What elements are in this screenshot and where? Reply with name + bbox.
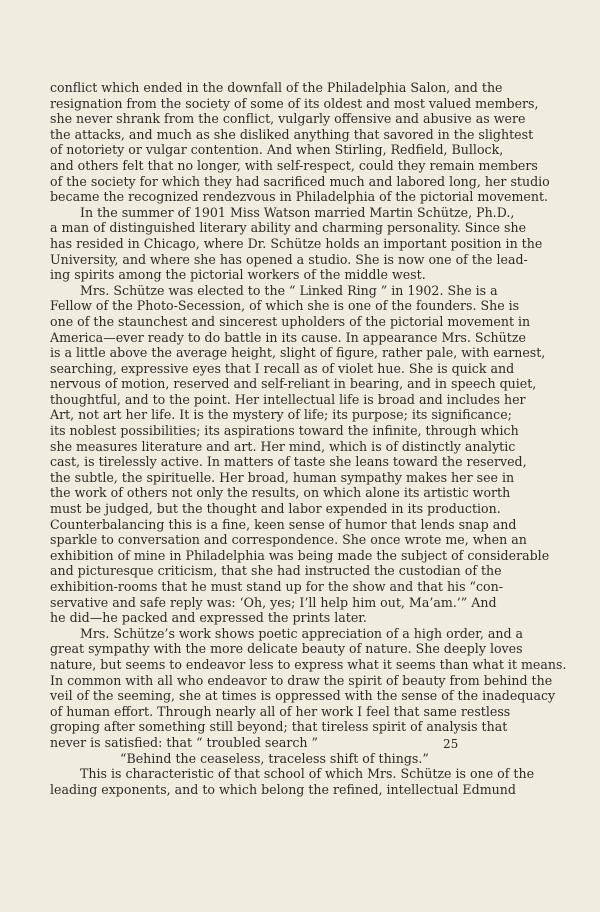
text-line: servative and safe reply was: ‘Oh, yes; I’ll help him out, Ma’am.’” And <box>50 594 497 610</box>
text-line: thoughtful, and to the point. Her intellectual life is broad and includes her <box>50 391 526 407</box>
text-line: resignation from the society of some of its oldest and most valued members, <box>50 95 539 111</box>
text-line: the subtle, the spirituelle. Her broad, human sympathy makes her see in <box>50 469 515 485</box>
text-line: ing spirits among the pictorial workers of the middle west. <box>50 267 426 283</box>
text-line: she measures literature and art. Her mind, which is of distinctly analytic <box>50 438 516 454</box>
text-line: of the society for which they had sacrificed much and labored long, her studio <box>50 173 550 189</box>
text-line: the work of others not only the results, on which alone its artistic worth <box>50 485 511 501</box>
text-line: of human effort. Through nearly all of her work I feel that same restless <box>50 703 511 719</box>
text-line: Mrs. Schütze’s work shows poetic appreciation of a high order, and a <box>80 625 524 641</box>
text-line: groping after something still beyond; that tireless spirit of analysis that <box>50 719 508 735</box>
text-line: leading exponents, and to which belong the refined, intellectual Edmund <box>50 781 516 797</box>
text-line: conflict which ended in the downfall of the Philadelphia Salon, and the <box>50 80 503 95</box>
text-line: she never shrank from the conflict, vulgarly offensive and abusive as were <box>50 111 526 127</box>
text-line: University, and where she has opened a studio. She is now one of the lead- <box>50 251 528 267</box>
text-line: never is satisfied: that “ troubled search ” <box>50 734 318 750</box>
page-number: 25 <box>443 737 459 751</box>
text-line: is a little above the average height, slight of figure, rather pale, with earnest, <box>50 345 546 361</box>
text-line: Art, not art her life. It is the mystery of life; its purpose; its significance; <box>50 407 512 423</box>
text-line: Mrs. Schütze was elected to the “ Linked Ring ” in 1902. She is a <box>80 282 498 298</box>
text-line: searching, expressive eyes that I recall as of violet hue. She is quick and <box>50 360 515 376</box>
body-text <box>50 80 567 797</box>
text-line: America—ever ready to do battle in its cause. In appearance Mrs. Schütze <box>50 329 526 345</box>
text-line: of notoriety or vulgar contention. And when Stirling, Redfield, Bullock, <box>50 142 504 158</box>
text-line: “Behind the ceaseless, traceless shift of things.” <box>120 750 429 766</box>
text-line: one of the staunchest and sincerest upholders of the pictorial movement in <box>50 313 531 329</box>
text-line: cast, is tirelessly active. In matters of taste she leans toward the reserved, <box>50 454 527 470</box>
text-line: great sympathy with the more delicate beauty of nature. She deeply loves <box>50 641 523 657</box>
text-line: the attacks, and much as she disliked anything that savored in the slightest <box>50 126 534 142</box>
text-line: In common with all who endeavor to draw the spirit of beauty from behind the <box>50 672 553 688</box>
text-line: exhibition of mine in Philadelphia was being made the subject of considerable <box>50 547 550 563</box>
text-line: Counterbalancing this is a fine, keen sense of humor that lends snap and <box>50 516 517 532</box>
text-line: and others felt that no longer, with self-respect, could they remain members <box>50 157 538 173</box>
text-line: veil of the seeming, she at times is oppressed with the sense of the inadequacy <box>50 688 556 704</box>
text-line: sparkle to conversation and correspondence. She once wrote me, when an <box>50 532 527 548</box>
text-line: must be judged, but the thought and labor expended in its production. <box>50 501 501 517</box>
text-line: he did—he packed and expressed the prints later. <box>50 610 367 626</box>
text-line: became the recognized rendezvous in Philadelphia of the pictorial movement. <box>50 189 549 205</box>
text-line: nature, but seems to endeavor less to express what it seems than what it means. <box>50 656 567 672</box>
text-line: and picturesque criticism, that she had instructed the custodian of the <box>50 563 502 579</box>
text-line: Fellow of the Photo-Secession, of which she is one of the founders. She is <box>50 298 520 314</box>
text-line: In the summer of 1901 Miss Watson married Martin Schütze, Ph.D., <box>80 204 515 220</box>
text-line: This is characteristic of that school of which Mrs. Schütze is one of the <box>80 766 535 782</box>
text-line: exhibition-rooms that he must stand up for the show and that his “con- <box>50 579 503 594</box>
text-line: its noblest possibilities; its aspirations toward the infinite, through which <box>50 423 519 439</box>
text-line: a man of distinguished literary ability and charming personality. Since she <box>50 220 527 236</box>
text-line: nervous of motion, reserved and self-reliant in bearing, and in speech quiet, <box>50 376 537 392</box>
text-line: has resided in Chicago, where Dr. Schütze holds an important position in the <box>50 235 543 251</box>
